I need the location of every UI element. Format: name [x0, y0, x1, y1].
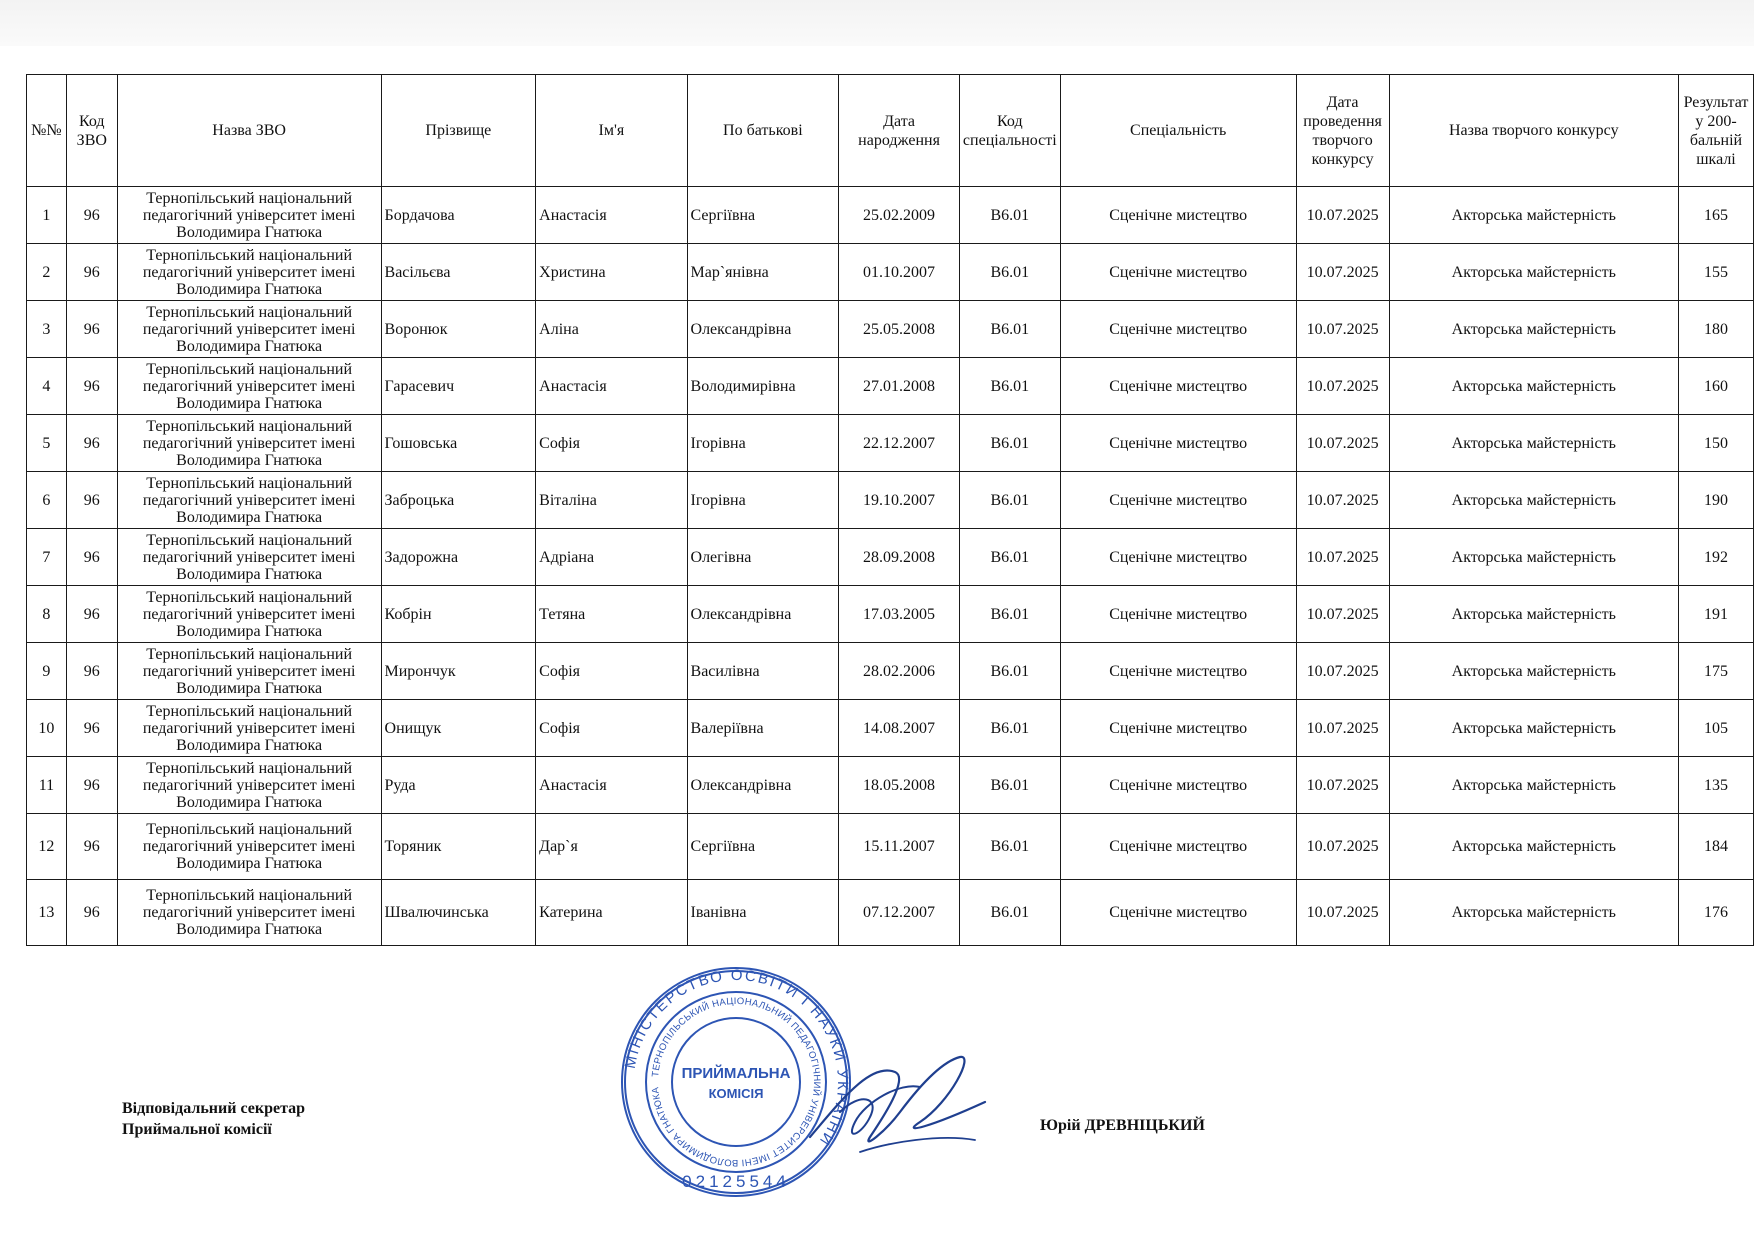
cell-code: 96 [66, 586, 117, 643]
cell-name: Адріана [536, 529, 687, 586]
cell-patronymic: Сергіївна [687, 187, 839, 244]
cell-spec-code: В6.01 [959, 358, 1060, 415]
cell-university: Тернопільський національний педагогічний університет імені Володимира Гнатюка [117, 757, 381, 814]
cell-code: 96 [66, 643, 117, 700]
cell-score: 184 [1678, 814, 1753, 880]
cell-contest-date: 10.07.2025 [1296, 700, 1389, 757]
cell-name: Христина [536, 244, 687, 301]
cell-birth-date: 15.11.2007 [839, 814, 960, 880]
cell-specialty: Сценічне мистецтво [1060, 187, 1296, 244]
cell-contest-name: Акторська майстерність [1389, 472, 1678, 529]
cell-code: 96 [66, 757, 117, 814]
cell-contest-date: 10.07.2025 [1296, 244, 1389, 301]
cell-spec-code: В6.01 [959, 529, 1060, 586]
cell-patronymic: Сергіївна [687, 814, 839, 880]
cell-specialty: Сценічне мистецтво [1060, 643, 1296, 700]
cell-name: Анастасія [536, 187, 687, 244]
cell-name: Тетяна [536, 586, 687, 643]
cell-contest-date: 10.07.2025 [1296, 586, 1389, 643]
table-row [27, 757, 1754, 814]
cell-num: 12 [27, 814, 67, 880]
cell-contest-name: Акторська майстерність [1389, 814, 1678, 880]
cell-num: 9 [27, 643, 67, 700]
cell-spec-code: В6.01 [959, 301, 1060, 358]
cell-specialty: Сценічне мистецтво [1060, 880, 1296, 946]
cell-birth-date: 25.05.2008 [839, 301, 960, 358]
cell-name: Віталіна [536, 472, 687, 529]
cell-patronymic: Ігорівна [687, 472, 839, 529]
cell-patronymic: Олегівна [687, 529, 839, 586]
cell-num: 13 [27, 880, 67, 946]
cell-name: Катерина [536, 880, 687, 946]
cell-name: Софія [536, 415, 687, 472]
cell-specialty: Сценічне мистецтво [1060, 358, 1296, 415]
header-patronymic: По батькові [687, 75, 839, 187]
applicants-table [26, 74, 1754, 946]
signatory-title-line1: Відповідальний секретар [122, 1100, 306, 1117]
cell-patronymic: Іванівна [687, 880, 839, 946]
cell-patronymic: Олександрівна [687, 586, 839, 643]
cell-patronymic: Василівна [687, 643, 839, 700]
cell-name: Дар`я [536, 814, 687, 880]
header-score: Результат у 200-бальній шкалі [1678, 75, 1753, 187]
cell-code: 96 [66, 814, 117, 880]
svg-text:02125544: 02125544 [682, 1172, 790, 1191]
signatory-title [122, 1098, 305, 1140]
header-university: Назва ЗВО [117, 75, 381, 187]
header-name: Ім'я [536, 75, 687, 187]
cell-name: Софія [536, 643, 687, 700]
cell-contest-name: Акторська майстерність [1389, 187, 1678, 244]
header-num: №№ [27, 75, 67, 187]
cell-birth-date: 19.10.2007 [839, 472, 960, 529]
cell-university: Тернопільський національний педагогічний університет імені Володимира Гнатюка [117, 586, 381, 643]
cell-patronymic: Валеріївна [687, 700, 839, 757]
cell-score: 105 [1678, 700, 1753, 757]
header-contest-name: Назва творчого конкурсу [1389, 75, 1678, 187]
cell-name: Анастасія [536, 358, 687, 415]
cell-specialty: Сценічне мистецтво [1060, 814, 1296, 880]
table-row [27, 187, 1754, 244]
cell-university: Тернопільський національний педагогічний університет імені Володимира Гнатюка [117, 301, 381, 358]
cell-contest-name: Акторська майстерність [1389, 643, 1678, 700]
cell-university: Тернопільський національний педагогічний університет імені Володимира Гнатюка [117, 187, 381, 244]
svg-text:ТЕРНОПІЛЬСЬКИЙ НАЦІОНАЛЬНИЙ ПЕ: ТЕРНОПІЛЬСЬКИЙ НАЦІОНАЛЬНИЙ ПЕДАГОГІЧНИЙ УНІВЕРСИТЕТ ІМЕНІ ВОЛОДИМИРА ГНАТЮКА [650, 995, 823, 1169]
cell-specialty: Сценічне мистецтво [1060, 301, 1296, 358]
cell-birth-date: 01.10.2007 [839, 244, 960, 301]
cell-contest-name: Акторська майстерність [1389, 415, 1678, 472]
cell-surname: Торяник [381, 814, 536, 880]
handwritten-signature [800, 1042, 990, 1164]
cell-contest-name: Акторська майстерність [1389, 358, 1678, 415]
cell-contest-name: Акторська майстерність [1389, 700, 1678, 757]
cell-num: 11 [27, 757, 67, 814]
cell-num: 1 [27, 187, 67, 244]
cell-surname: Задорожна [381, 529, 536, 586]
cell-contest-date: 10.07.2025 [1296, 814, 1389, 880]
cell-specialty: Сценічне мистецтво [1060, 757, 1296, 814]
cell-code: 96 [66, 244, 117, 301]
table-row [27, 472, 1754, 529]
cell-num: 7 [27, 529, 67, 586]
cell-university: Тернопільський національний педагогічний університет імені Володимира Гнатюка [117, 880, 381, 946]
table-row [27, 814, 1754, 880]
cell-birth-date: 07.12.2007 [839, 880, 960, 946]
header-birth-date: Дата народження [839, 75, 960, 187]
header-specialty: Спеціальність [1060, 75, 1296, 187]
cell-contest-date: 10.07.2025 [1296, 301, 1389, 358]
cell-name: Софія [536, 700, 687, 757]
cell-score: 150 [1678, 415, 1753, 472]
cell-university: Тернопільський національний педагогічний університет імені Володимира Гнатюка [117, 244, 381, 301]
cell-name: Анастасія [536, 757, 687, 814]
cell-birth-date: 28.02.2006 [839, 643, 960, 700]
cell-score: 176 [1678, 880, 1753, 946]
cell-contest-date: 10.07.2025 [1296, 643, 1389, 700]
cell-code: 96 [66, 187, 117, 244]
cell-code: 96 [66, 358, 117, 415]
cell-surname: Швалючинська [381, 880, 536, 946]
cell-spec-code: В6.01 [959, 814, 1060, 880]
cell-birth-date: 27.01.2008 [839, 358, 960, 415]
cell-score: 160 [1678, 358, 1753, 415]
cell-code: 96 [66, 529, 117, 586]
cell-contest-name: Акторська майстерність [1389, 757, 1678, 814]
cell-university: Тернопільський національний педагогічний університет імені Володимира Гнатюка [117, 700, 381, 757]
cell-contest-date: 10.07.2025 [1296, 880, 1389, 946]
cell-num: 4 [27, 358, 67, 415]
cell-university: Тернопільський національний педагогічний університет імені Володимира Гнатюка [117, 472, 381, 529]
cell-surname: Заброцька [381, 472, 536, 529]
cell-score: 192 [1678, 529, 1753, 586]
table-row [27, 301, 1754, 358]
cell-birth-date: 14.08.2007 [839, 700, 960, 757]
cell-contest-name: Акторська майстерність [1389, 244, 1678, 301]
cell-contest-date: 10.07.2025 [1296, 415, 1389, 472]
cell-surname: Руда [381, 757, 536, 814]
cell-patronymic: Ігорівна [687, 415, 839, 472]
svg-text:ПРИЙМАЛЬНА: ПРИЙМАЛЬНА [681, 1065, 791, 1082]
cell-patronymic: Мар`янівна [687, 244, 839, 301]
cell-code: 96 [66, 700, 117, 757]
cell-spec-code: В6.01 [959, 700, 1060, 757]
cell-surname: Кобрін [381, 586, 536, 643]
cell-birth-date: 25.02.2009 [839, 187, 960, 244]
signatory-name: Юрій ДРЕВНІЦЬКИЙ [1040, 1117, 1205, 1134]
cell-birth-date: 17.03.2005 [839, 586, 960, 643]
cell-patronymic: Олександрівна [687, 757, 839, 814]
cell-specialty: Сценічне мистецтво [1060, 700, 1296, 757]
cell-num: 5 [27, 415, 67, 472]
cell-spec-code: В6.01 [959, 880, 1060, 946]
cell-score: 135 [1678, 757, 1753, 814]
cell-surname: Бордачова [381, 187, 536, 244]
cell-code: 96 [66, 301, 117, 358]
cell-birth-date: 18.05.2008 [839, 757, 960, 814]
header-contest-date: Дата проведення творчого конкурсу [1296, 75, 1389, 187]
header-code: Код ЗВО [66, 75, 117, 187]
cell-contest-date: 10.07.2025 [1296, 187, 1389, 244]
table-row [27, 700, 1754, 757]
cell-spec-code: В6.01 [959, 757, 1060, 814]
cell-spec-code: В6.01 [959, 187, 1060, 244]
cell-spec-code: В6.01 [959, 244, 1060, 301]
header-spec-code: Код спеціальності [959, 75, 1060, 187]
cell-num: 10 [27, 700, 67, 757]
cell-university: Тернопільський національний педагогічний університет імені Володимира Гнатюка [117, 415, 381, 472]
signatory-title-line2: Приймальної комісії [122, 1121, 272, 1138]
cell-surname: Гарасевич [381, 358, 536, 415]
cell-birth-date: 28.09.2008 [839, 529, 960, 586]
cell-contest-date: 10.07.2025 [1296, 472, 1389, 529]
cell-num: 8 [27, 586, 67, 643]
cell-code: 96 [66, 880, 117, 946]
cell-score: 175 [1678, 643, 1753, 700]
cell-university: Тернопільський національний педагогічний університет імені Володимира Гнатюка [117, 358, 381, 415]
cell-university: Тернопільський національний педагогічний університет імені Володимира Гнатюка [117, 529, 381, 586]
cell-score: 165 [1678, 187, 1753, 244]
cell-patronymic: Олександрівна [687, 301, 839, 358]
cell-surname: Онищук [381, 700, 536, 757]
cell-score: 155 [1678, 244, 1753, 301]
cell-university: Тернопільський національний педагогічний університет імені Володимира Гнатюка [117, 643, 381, 700]
cell-contest-name: Акторська майстерність [1389, 301, 1678, 358]
cell-specialty: Сценічне мистецтво [1060, 586, 1296, 643]
cell-specialty: Сценічне мистецтво [1060, 472, 1296, 529]
cell-code: 96 [66, 415, 117, 472]
table-row [27, 244, 1754, 301]
table-row [27, 880, 1754, 946]
cell-num: 3 [27, 301, 67, 358]
table-body [27, 187, 1754, 946]
cell-score: 180 [1678, 301, 1753, 358]
scan-edge [0, 0, 1754, 46]
cell-contest-name: Акторська майстерність [1389, 529, 1678, 586]
cell-specialty: Сценічне мистецтво [1060, 244, 1296, 301]
cell-surname: Мирончук [381, 643, 536, 700]
cell-surname: Васільєва [381, 244, 536, 301]
cell-num: 6 [27, 472, 67, 529]
cell-contest-date: 10.07.2025 [1296, 358, 1389, 415]
cell-spec-code: В6.01 [959, 586, 1060, 643]
cell-specialty: Сценічне мистецтво [1060, 529, 1296, 586]
cell-contest-date: 10.07.2025 [1296, 529, 1389, 586]
cell-contest-date: 10.07.2025 [1296, 757, 1389, 814]
cell-patronymic: Володимирівна [687, 358, 839, 415]
table-row [27, 529, 1754, 586]
cell-spec-code: В6.01 [959, 415, 1060, 472]
cell-spec-code: В6.01 [959, 643, 1060, 700]
svg-text:МІНІСТЕРСТВО ОСВІТИ І НАУКИ УК: МІНІСТЕРСТВО ОСВІТИ І НАУКИ УКРАЇНИ [621, 966, 852, 1150]
cell-specialty: Сценічне мистецтво [1060, 415, 1296, 472]
cell-score: 191 [1678, 586, 1753, 643]
cell-surname: Воронюк [381, 301, 536, 358]
cell-contest-name: Акторська майстерність [1389, 880, 1678, 946]
cell-birth-date: 22.12.2007 [839, 415, 960, 472]
cell-score: 190 [1678, 472, 1753, 529]
cell-num: 2 [27, 244, 67, 301]
cell-surname: Гошовська [381, 415, 536, 472]
header-surname: Прізвище [381, 75, 536, 187]
svg-text:КОМІСІЯ: КОМІСІЯ [708, 1086, 764, 1101]
cell-code: 96 [66, 472, 117, 529]
table-row [27, 643, 1754, 700]
table-row [27, 415, 1754, 472]
table-row [27, 586, 1754, 643]
cell-university: Тернопільський національний педагогічний університет імені Володимира Гнатюка [117, 814, 381, 880]
table-row [27, 358, 1754, 415]
cell-spec-code: В6.01 [959, 472, 1060, 529]
header-row [27, 75, 1754, 187]
cell-name: Аліна [536, 301, 687, 358]
cell-contest-name: Акторська майстерність [1389, 586, 1678, 643]
